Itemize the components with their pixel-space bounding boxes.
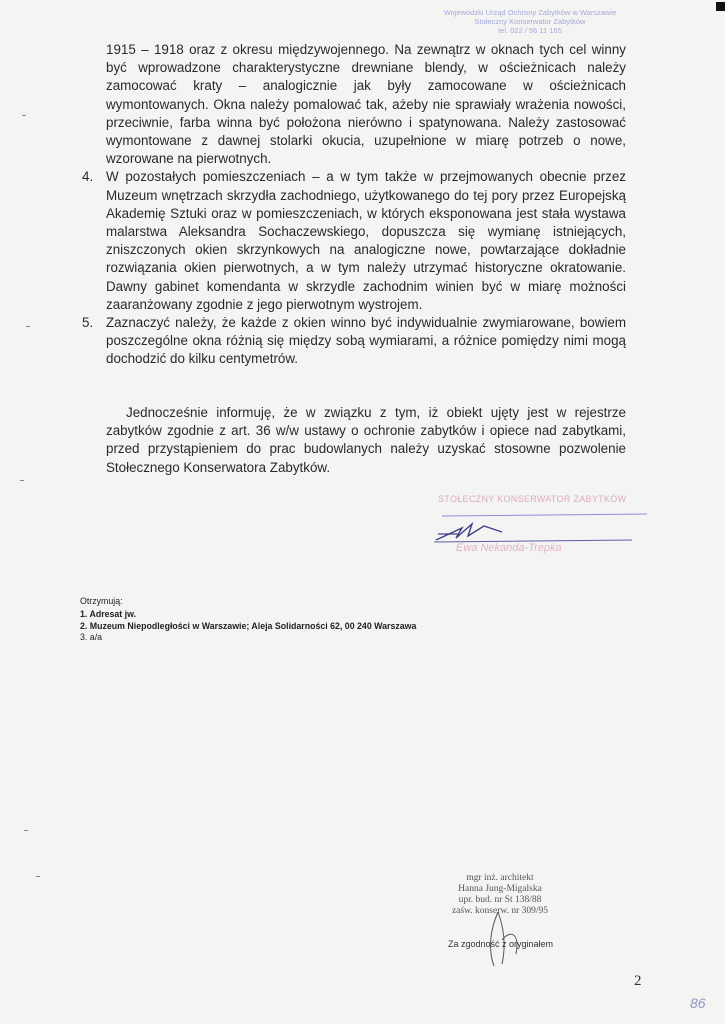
list-number: 5.: [82, 315, 94, 331]
cert-line: Hanna Jung-Migalska: [458, 884, 542, 894]
body-text: [82, 41, 626, 369]
margin-mark: [22, 115, 26, 116]
recipient-text: a/a: [89, 632, 103, 643]
recipient-number: 1.: [80, 608, 88, 619]
recipient-number: 2.: [80, 620, 88, 631]
signature-stamp-title: STOŁECZNY KONSERWATOR ZABYTKÓW: [438, 494, 627, 504]
archive-mark: 86: [690, 995, 706, 1011]
closing-paragraph: [106, 404, 626, 477]
margin-mark: [36, 876, 40, 877]
margin-mark: [26, 326, 30, 327]
recipients-heading: Otrzymują:: [80, 596, 123, 606]
list-number: 4.: [82, 169, 94, 185]
recipients-list: [80, 596, 416, 644]
recipient-number: 3.: [80, 632, 88, 643]
cert-line: mgr inż. architekt: [466, 873, 534, 883]
list-item-4: [82, 168, 626, 314]
office-stamp-top: [430, 8, 630, 35]
margin-mark: [24, 830, 28, 831]
cert-line: upr. bud. nr St 138/88: [458, 895, 542, 905]
stamp-line: tel. 022 / 56 11 165: [498, 26, 562, 35]
recipient-item: [80, 632, 416, 644]
cert-line: zaśw. konserw. nr 309/95: [451, 906, 549, 916]
list-text: Zaznaczyć należy, że każde z okien winno być indywidualnie zwymiarowane, bowiem poszczególne okna różnią się między sobą wymiarami, a różnice pomiędzy nimi mogą dochodzić do kilku centymetrów.: [106, 315, 626, 367]
margin-mark: [20, 480, 24, 481]
certification-confirm: Za zgodność z oryginałem: [448, 939, 554, 949]
signature-stamp: [432, 494, 652, 574]
recipient-item: [80, 609, 416, 621]
scan-corner-mark: [716, 2, 725, 11]
stamp-line: Stołeczny Konserwator Zabytków: [474, 17, 586, 26]
page-number: 2: [634, 973, 642, 989]
recipient-item: [80, 621, 416, 633]
closing-text: Jednocześnie informuję, że w związku z tym, iż obiekt ujęty jest w rejestrze zabytków zgodnie z art. 36 w/w ustawy o ochronie zabytków i opiece nad zabytkami, przed przystąpieniem do prac budowlanych należy uzyskać stosowne pozwolenie Stołecznego Konserwatora Zabytków.: [106, 405, 626, 475]
list-item-5: [82, 314, 626, 369]
list-text: W pozostałych pomieszczeniach – a w tym także w przejmowanych obecnie przez Muzeum wnętrzach skrzydła zachodniego, użytkowanego do tej pory przez Europejską Akademię Sztuki oraz w pomieszczeniach, w których eksponowana jest stała wystawa malarstwa Aleksandra Sochaczewskiego, dopuszcza się wymianę istniejących, zniszczonych okien skrzynkowych na analogiczne nowe, powtarzające dokładnie rozwiązania okien pierwotnych, a w tym należy utrzymać historyczne okratowanie. Dawny gabinet komendanta w skrzydle zachodnim winien być w miarę możności zaaranżowany zgodnie z jego pierwotnym wystrojem.: [106, 169, 626, 312]
paragraph-intro: 1915 – 1918 oraz z okresu międzywojennego. Na zewnątrz w oknach tych cel winny być wprowadzone charakterystyczne drewniane blendy, w ościeżnicach należy zamocować kraty – analogicznie jak były zamocowane w ościeżnicach wymontowanych. Okna należy pomalować tak, ażeby nie sprawiały wrażenia nowości, przeciwnie, farba winna być położona nierówno i spatynowana. Należy zastosować wymontowane z dawnej stolarki okucia, uzupełnione w miarę potrzeb o nowe, wzorowane na pierwotnych.: [106, 42, 626, 167]
signature-name: Ewa Nekanda-Trepka: [456, 542, 562, 554]
stamp-line: Wojewódzki Urząd Ochrony Zabytków w Warszawie: [443, 8, 617, 17]
recipient-text: Muzeum Niepodległości w Warszawie; Aleja Solidarności 62, 00 240 Warszawa: [89, 620, 417, 631]
recipient-text: Adresat jw.: [89, 608, 137, 619]
